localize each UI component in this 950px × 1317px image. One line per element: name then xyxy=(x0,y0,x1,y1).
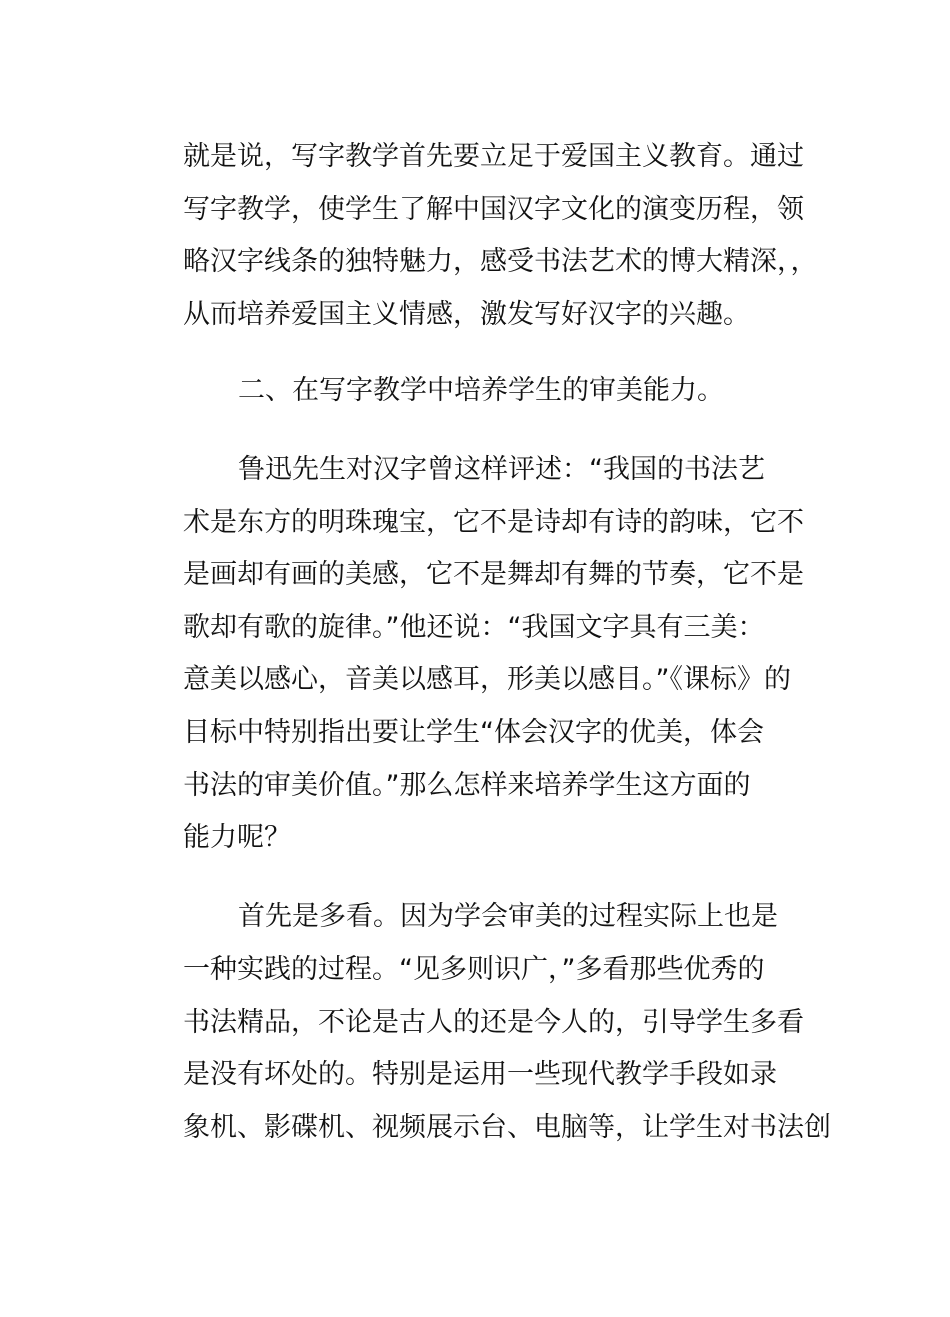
paragraph-2-line-1: 鲁迅先生对汉字曾这样评述：“我国的书法艺 xyxy=(238,454,765,485)
paragraph-3-line-4: 是没有坏处的。特别是运用一些现代教学手段如录 xyxy=(183,1059,777,1090)
paragraph-2-line-4: 歌却有歌的旋律。”他还说：“我国文字具有三美： xyxy=(183,612,765,643)
section-heading: 二、在写字教学中培养学生的审美能力。 xyxy=(238,375,724,406)
paragraph-2-line-6: 目标中特别指出要让学生“体会汉字的优美，体会 xyxy=(183,717,764,748)
paragraph-3-line-2: 一种实践的过程。“见多则识广，”多看那些优秀的 xyxy=(183,954,765,985)
paragraph-3-line-5: 象机、影碟机、视频展示台、电脑等，让学生对书法创 xyxy=(183,1112,831,1143)
paragraph-2-line-7: 书法的审美价值。”那么怎样来培养学生这方面的 xyxy=(183,770,751,801)
paragraph-3-line-3: 书法精品，不论是古人的还是今人的，引导学生多看 xyxy=(183,1007,804,1038)
paragraph-1-line-2: 写字教学，使学生了解中国汉字文化的演变历程，领 xyxy=(183,194,804,225)
paragraph-1-line-1: 就是说，写字教学首先要立足于爱国主义教育。通过 xyxy=(183,141,804,172)
paragraph-2-line-5: 意美以感心，音美以感耳，形美以感目。”《课标》的 xyxy=(183,664,791,695)
paragraph-2-line-8: 能力呢？ xyxy=(183,822,291,853)
paragraph-1-line-3: 略汉字线条的独特魅力，感受书法艺术的博大精深，， xyxy=(183,246,818,277)
paragraph-3-line-1: 首先是多看。因为学会审美的过程实际上也是 xyxy=(238,901,778,932)
paragraph-2-line-3: 是画却有画的美感，它不是舞却有舞的节奏，它不是 xyxy=(183,559,804,590)
paragraph-2-line-2: 术是东方的明珠瑰宝，它不是诗却有诗的韵味，它不 xyxy=(183,507,804,538)
paragraph-1-line-4: 从而培养爱国主义情感，激发写好汉字的兴趣。 xyxy=(183,299,750,330)
